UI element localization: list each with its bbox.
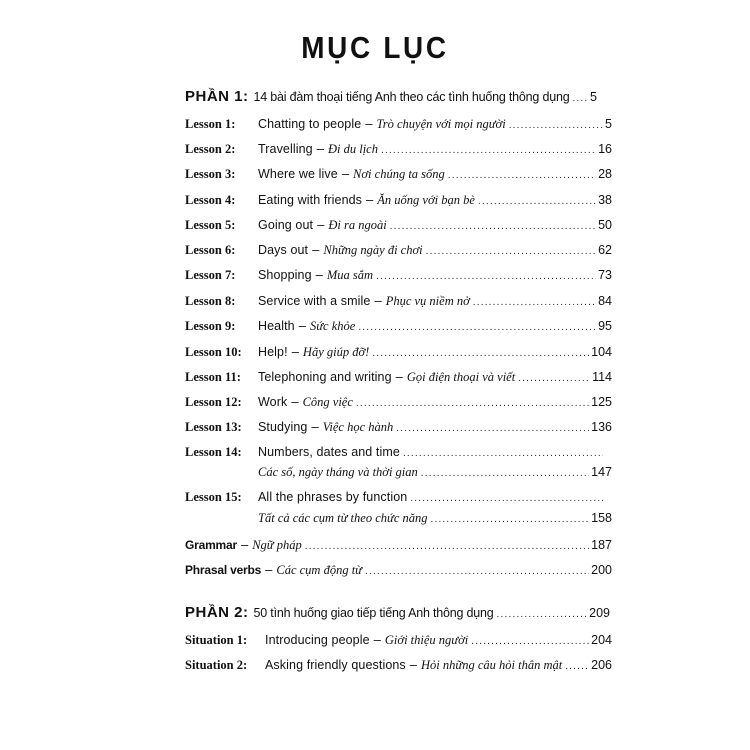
- toc-entry-lesson-11: [185, 369, 612, 385]
- lesson-title-vi: Trò chuyện với mọi người: [376, 117, 506, 131]
- lesson-title-vi: Phục vụ niềm nở: [385, 294, 470, 308]
- dash: –: [315, 267, 323, 282]
- lesson-label: Lesson 7:: [185, 268, 236, 282]
- situation-label: Situation 2:: [185, 658, 248, 672]
- dot-leader: [403, 448, 603, 459]
- toc-entry-lesson-9: [185, 318, 612, 334]
- dash: –: [374, 293, 382, 308]
- lesson-title-en: Telephoning and writing: [258, 370, 392, 384]
- grammar-title-vi: Ngữ pháp: [252, 538, 302, 552]
- toc-entry-lesson-5: [185, 217, 612, 233]
- lesson-page: 104: [591, 345, 612, 359]
- lesson-page: 38: [598, 193, 612, 207]
- lesson-title-en: Going out: [258, 218, 314, 232]
- dot-leader: [448, 170, 596, 181]
- toc-entry-lesson-8: [185, 293, 612, 309]
- situation-title-en: Asking friendly questions: [265, 658, 406, 672]
- lesson-title-en: Help!: [258, 345, 288, 359]
- toc-entry-lesson-12: [185, 394, 612, 410]
- part-1-heading: [185, 88, 597, 105]
- dash: –: [365, 116, 373, 131]
- lesson-label: Lesson 2:: [185, 142, 236, 156]
- part-2-heading: [185, 604, 610, 621]
- lesson-label: Lesson 4:: [185, 193, 236, 207]
- dash: –: [373, 632, 381, 647]
- lesson-title-en: Eating with friends: [258, 193, 363, 207]
- dot-leader: [509, 120, 603, 131]
- dash: –: [240, 537, 249, 552]
- lesson-title-vi: Đi ra ngoài: [328, 218, 387, 232]
- lesson-title-vi: Các số, ngày tháng và thời gian: [258, 465, 418, 479]
- lesson-page: 136: [591, 420, 612, 434]
- dot-leader: [376, 271, 596, 282]
- situation-title-vi: Hỏi những câu hỏi thân mật: [421, 658, 563, 672]
- lesson-title-vi: Nơi chúng ta sống: [353, 167, 445, 181]
- lesson-label: Lesson 6:: [185, 243, 236, 257]
- lesson-title-vi: Hãy giúp đỡ!: [302, 345, 370, 359]
- dot-leader: [431, 514, 590, 525]
- lesson-label: Lesson 8:: [185, 294, 236, 308]
- dot-leader: [365, 566, 589, 577]
- toc-entry-situation-2: [185, 657, 612, 673]
- lesson-title-vi: Việc học hành: [322, 420, 394, 434]
- part-2-text: 50 tình huống giao tiếp tiếng Anh thông dụng: [253, 606, 494, 620]
- dot-leader: [396, 423, 589, 434]
- situation-title-vi: Giới thiệu người: [384, 633, 469, 647]
- lesson-page: 28: [598, 167, 612, 181]
- dot-leader: [565, 661, 589, 672]
- lesson-page: 5: [605, 117, 612, 131]
- part-1-label: PHẦN 1:: [185, 88, 249, 105]
- toc-entry-lesson-1: [185, 116, 612, 132]
- dot-leader: [518, 373, 590, 384]
- dot-leader: [473, 297, 596, 308]
- dot-leader: [358, 322, 596, 333]
- lesson-label: Lesson 15:: [185, 490, 242, 504]
- toc-entry-lesson-10: [185, 344, 612, 360]
- dot-leader: [390, 221, 596, 232]
- lesson-title-vi: Gọi điện thoại và viết: [406, 370, 516, 384]
- toc-entry-lesson-3: [185, 166, 612, 182]
- lesson-page: 62: [598, 243, 612, 257]
- dash: –: [366, 192, 374, 207]
- lesson-title-vi: Đi du lịch: [327, 142, 378, 156]
- dot-leader: [471, 636, 589, 647]
- phrasal-verbs-page: 200: [591, 563, 612, 577]
- lesson-page: 50: [598, 218, 612, 232]
- lesson-title-vi: Những ngày đi chơi: [323, 243, 423, 257]
- situation-page: 204: [591, 633, 612, 647]
- lesson-title-vi: Ăn uống với bạn bè: [377, 193, 475, 207]
- dash: –: [312, 242, 320, 257]
- phrasal-verbs-label: Phrasal verbs: [185, 563, 262, 577]
- toc-entry-lesson-7: [185, 267, 612, 283]
- toc-entry-grammar: [185, 537, 612, 553]
- lesson-label: Lesson 11:: [185, 370, 241, 384]
- toc-entry-lesson-6: [185, 242, 612, 258]
- lesson-label: Lesson 13:: [185, 420, 242, 434]
- toc-entry-lesson-13: [185, 419, 612, 435]
- lesson-title-en: All the phrases by function: [258, 490, 408, 504]
- dot-leader: [381, 145, 596, 156]
- situation-page: 206: [591, 658, 612, 672]
- lesson-page: 147: [591, 465, 612, 479]
- dot-leader: [497, 609, 588, 620]
- lesson-label: Lesson 12:: [185, 395, 242, 409]
- dash: –: [298, 318, 306, 333]
- part-1-text: 14 bài đàm thoại tiếng Anh theo các tình huống thông dụng: [253, 90, 570, 104]
- dash: –: [291, 394, 299, 409]
- part-2-label: PHẦN 2:: [185, 604, 249, 621]
- lesson-title-en: Travelling: [258, 142, 313, 156]
- lesson-page: 95: [598, 319, 612, 333]
- lesson-title-en: Chatting to people: [258, 117, 362, 131]
- lesson-title-en: Service with a smile: [258, 294, 371, 308]
- lesson-title-en: Numbers, dates and time: [258, 445, 400, 459]
- grammar-label: Grammar: [185, 538, 237, 552]
- dot-leader: [356, 398, 589, 409]
- lesson-label: Lesson 10:: [185, 345, 242, 359]
- toc-entry-phrasal-verbs: [185, 562, 612, 578]
- dot-leader: [421, 468, 589, 479]
- dot-leader: [372, 348, 589, 359]
- toc-entry-lesson-4: [185, 192, 612, 208]
- lesson-title-vi: Mua sắm: [326, 268, 374, 282]
- toc-entry-lesson-14-vi: [258, 465, 612, 480]
- lesson-label: Lesson 9:: [185, 319, 236, 333]
- lesson-title-vi: Công việc: [302, 395, 353, 409]
- dot-leader: [426, 246, 596, 257]
- toc-entry-lesson-14: [185, 445, 605, 460]
- grammar-page: 187: [591, 538, 612, 552]
- lesson-page: 16: [598, 142, 612, 156]
- lesson-label: Lesson 3:: [185, 167, 236, 181]
- situation-label: Situation 1:: [185, 633, 248, 647]
- dash: –: [395, 369, 403, 384]
- dash: –: [317, 217, 325, 232]
- part-2-page: 209: [589, 606, 610, 620]
- dash: –: [409, 657, 418, 672]
- lesson-title-en: Studying: [258, 420, 308, 434]
- lesson-label: Lesson 14:: [185, 445, 242, 459]
- lesson-title-en: Shopping: [258, 268, 312, 282]
- phrasal-verbs-title-vi: Các cụm động từ: [276, 563, 362, 577]
- lesson-title-vi: Sức khỏe: [309, 319, 356, 333]
- dot-leader: [410, 493, 603, 504]
- lesson-page: 114: [592, 370, 612, 384]
- dash: –: [265, 562, 273, 577]
- lesson-title-en: Work: [258, 395, 288, 409]
- dash: –: [311, 419, 319, 434]
- part-1-page: 5: [590, 90, 597, 104]
- lesson-page: 73: [598, 268, 612, 282]
- lesson-label: Lesson 5:: [185, 218, 236, 232]
- lesson-title-en: Where we live: [258, 167, 338, 181]
- lesson-page: 125: [591, 395, 612, 409]
- page-title: MỤC LỤC: [301, 30, 449, 65]
- dot-leader: [572, 93, 588, 104]
- lesson-label: Lesson 1:: [185, 117, 236, 131]
- dot-leader: [305, 541, 589, 552]
- dash: –: [341, 166, 350, 181]
- lesson-title-en: Health: [258, 319, 295, 333]
- toc-entry-situation-1: [185, 632, 612, 648]
- toc-entry-lesson-15: [185, 490, 605, 505]
- dash: –: [291, 344, 299, 359]
- toc-entry-lesson-15-vi: [258, 511, 612, 526]
- lesson-title-en: Days out: [258, 243, 309, 257]
- dot-leader: [478, 196, 596, 207]
- lesson-page: 158: [591, 511, 612, 525]
- lesson-page: 84: [598, 294, 612, 308]
- lesson-title-vi: Tất cả các cụm từ theo chức năng: [258, 511, 428, 525]
- dash: –: [316, 141, 324, 156]
- toc-entry-lesson-2: [185, 141, 612, 157]
- situation-title-en: Introducing people: [265, 633, 370, 647]
